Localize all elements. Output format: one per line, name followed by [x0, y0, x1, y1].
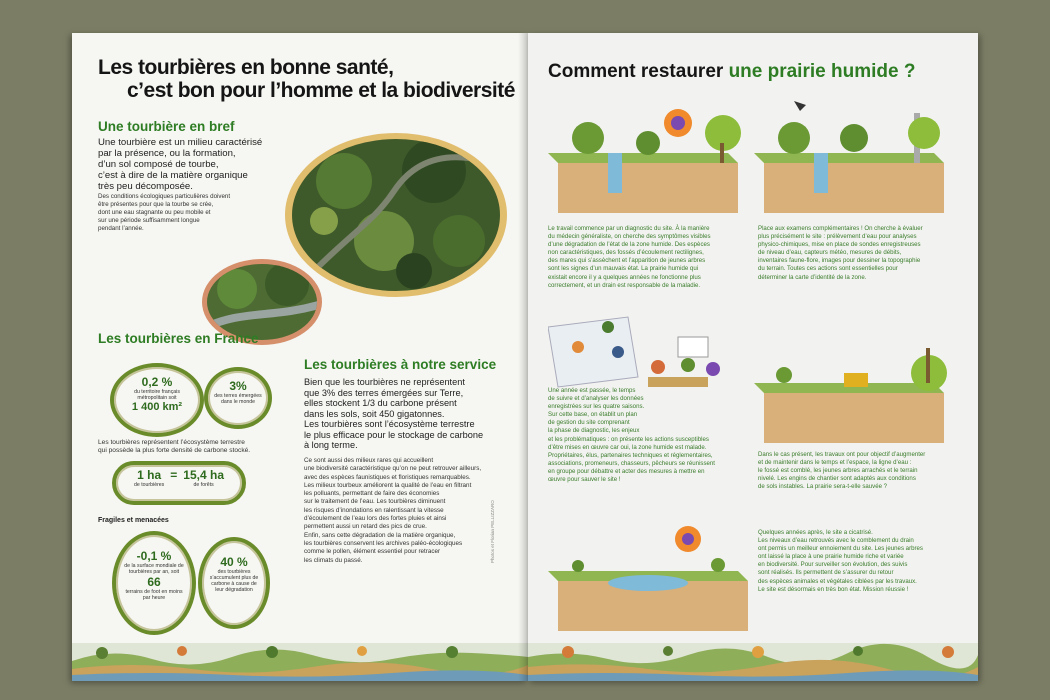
step2-line: physico-chimiques, mise en place de sondes enregistreuses [758, 241, 921, 249]
step4-line: et de maintenir dans le temps et l’espace, la ligne d’eau : [758, 459, 912, 467]
step1-diagnostic-illustration [548, 93, 748, 223]
service-line: que 3% des terres émergées sur Terre, [304, 387, 464, 398]
service-line: Bien que les tourbières ne représentent [304, 377, 465, 387]
brief-small-line: pendant l’année. [98, 225, 144, 232]
brief-small-text [98, 193, 230, 233]
brief-line: très peu décomposée. [98, 181, 193, 192]
step3-line: d’être mises en œuvre car oui, la zone humide est malade. [548, 443, 707, 451]
step3-line: Une année est passée, le temps [548, 387, 636, 394]
step5-restored-illustration [548, 521, 758, 641]
right-page-title [548, 61, 915, 83]
step4-works-illustration [754, 343, 954, 453]
stat-loss-caption: de la surface mondiale de tourbières par an, soit [124, 563, 184, 575]
service-line: le plus efficace pour le stockage de carbone [304, 429, 484, 440]
eq-sign: = [170, 468, 178, 482]
step5-text [758, 529, 923, 594]
ecosystem-line: Les tourbières représentent l’écosystème terrestre [98, 439, 245, 446]
stat-territory-value: 0,2 % [141, 375, 173, 389]
service-small-line: d’écoulement de l’eau lors des fortes pluies et ainsi [304, 515, 447, 523]
step4-line: de sols instables. La prairie sera-t-elle sauvée ? [758, 483, 888, 491]
france-heading: Les tourbières en France [98, 331, 259, 346]
eq-left-value: 1 ha [137, 468, 162, 482]
stat-loss-badge [112, 531, 196, 635]
step3-line: la phase de diagnostic, les enjeux [548, 427, 640, 435]
ecosystem-line: qui possède la plus forte densité de carbone stocké. [98, 447, 251, 454]
brief-line: c’est à dire de la matière organique [98, 170, 248, 181]
stat-carbon-badge [198, 537, 270, 629]
step2-line: du terrain. Toutes ces actions sont essentielles pour [758, 265, 898, 273]
page-title-line1: Les tourbières en bonne santé, [98, 56, 394, 79]
service-small-line: avec des espèces faunistiques et floristiques remarquables. [304, 473, 471, 481]
service-heading: Les tourbières à notre service [304, 357, 497, 372]
step1-line: non caractéristiques, des fossés d’écoulement rectilignes, [548, 249, 704, 257]
stat-territory-badge [110, 363, 204, 437]
threats-heading: Fragiles et menacées [98, 517, 169, 524]
equivalence-badge [112, 461, 246, 505]
title-plain: Comment restaurer [548, 61, 729, 82]
service-line: dans les sols, soit 450 gigatonnes. [304, 408, 445, 419]
step2-examination-illustration [754, 93, 954, 223]
eq-right-caption: de forêts [193, 482, 214, 488]
step5-line: sont réalisés. Ils permettent de s’assurer du retour [758, 569, 894, 577]
step1-line: d’une dégradation de l’état de la zone humide. Des espèces [548, 241, 710, 249]
brief-heading: Une tourbière en bref [98, 119, 235, 134]
service-small-line: sur le traitement de l’eau. Les tourbières diminuent [304, 498, 446, 506]
step5-line: Les niveaux d’eau retrouvés avec le comblement du drain [758, 537, 914, 545]
page-title-line2: c’est bon pour l’homme et la biodiversité [127, 79, 515, 102]
right-page [528, 33, 978, 681]
service-small-line: les risques d’inondations en ralentissant la vitesse [304, 506, 444, 514]
service-small-line: Les milieux tourbeux améliorent la qualité de l’eau en filtrant [304, 481, 472, 489]
service-small-line: Ce sont aussi des milieux rares qui accueillent [304, 457, 434, 464]
step2-line: plus précisément le site : prélèvement d’eau pour analyses [758, 233, 917, 241]
step1-line: Le travail commence par un diagnostic du site. À la manière [548, 225, 710, 232]
brief-small-line: être présentes pour que la tourbe se crée, [98, 201, 214, 208]
step5-line: Le site est désormais en très bon état. Mission réussie ! [758, 585, 909, 593]
service-line: elles stockent 1/3 du carbone présent [304, 398, 457, 408]
step5-line: Quelques années après, le site a cicatrisé. [758, 529, 873, 536]
landscape-footer-illustration-right [528, 643, 978, 681]
landscape-footer-illustration [72, 643, 528, 681]
service-line: à long terme. [304, 440, 358, 450]
step3-line: de suivre et d’analyser les données [548, 395, 644, 403]
step1-line: correctement, et un drain est responsable de la maladie. [548, 281, 701, 289]
step5-line: ont laissé la place à une prairie humide riche et variée [758, 553, 904, 561]
stat-loss-value: -0,1 % [136, 549, 172, 563]
left-page [72, 33, 528, 681]
stat-carbon-value: 40 % [220, 555, 248, 569]
service-small-line: une biodiversité caractéristique qu’on ne peut retrouver ailleurs, [304, 465, 482, 473]
service-small-line: les polluants, permettant de faire des économies [304, 490, 440, 498]
step3-line: et les problématiques : on présente les actions susceptibles [548, 435, 709, 443]
step5-line: en biodiversité. Pour surveiller son évolution, des suivis [758, 561, 908, 569]
brief-line: Une tourbière est un milieu caractérisé [98, 137, 263, 148]
step2-line: Place aux examens complémentaires ! On cherche à évaluer [758, 225, 923, 232]
service-small-line: Enfin, sans cette dégradation de la matière organique, [304, 531, 456, 539]
step4-line: le fossé est comblé, les jeunes arbres arrachés et le terrain [758, 467, 918, 475]
step3-line: Propriétaires, élus, partenaires techniques et réglementaires, [548, 451, 713, 459]
service-text [304, 377, 483, 451]
step1-line: des mares qui s’assèchent et l’apparition de jeunes arbres [548, 257, 706, 265]
stat-world-value: 3% [229, 379, 247, 393]
eq-left-caption: de tourbières [134, 482, 165, 488]
service-small-line: comme le pollen, élément essentiel pour retracer [304, 548, 441, 556]
step3-line: enregistrées sur les quatre saisons. [548, 403, 645, 411]
step5-line: ont permis un meilleur ennoiement du site. Les jeunes arbres [758, 545, 923, 553]
service-small-line: permettent aussi un retard des pics de crue. [304, 523, 427, 531]
step4-line: Dans le cas présent, les travaux ont pour objectif d’augmenter [758, 451, 926, 458]
step3-text [548, 387, 715, 484]
service-small-line: les tourbières conservent les archives paléo-écologiques [304, 539, 463, 547]
service-small-text [304, 457, 481, 565]
step2-line: de niveau d’eau, capteurs météo, mesures de débits, [758, 249, 902, 257]
stat-world-caption: des terres émergées dans le monde [214, 393, 262, 405]
brief-text [98, 137, 262, 192]
brief-small-line: Des conditions écologiques particulières doivent [98, 193, 231, 200]
step2-line: inventaires faune-flore, images pour dessiner la topographie [758, 257, 921, 265]
step3-line: Sur cette base, on établit un plan [548, 411, 638, 419]
brief-line: par la présence, ou la formation, [98, 148, 236, 159]
service-small-line: les climats du passé. [304, 556, 363, 564]
step3-line: de gestion du site comprenant [548, 419, 630, 427]
ecosystem-text [98, 439, 250, 455]
step1-text [548, 225, 711, 290]
step3-line: en groupe pour débattre et acter des mesures à mettre en [548, 467, 705, 475]
step1-line: existait encore il y a quelques années ne fonctionne plus [548, 273, 701, 281]
stat-world-badge [204, 367, 272, 429]
stat-territory-area: 1 400 km² [131, 401, 183, 413]
step4-text [758, 451, 925, 491]
step3-line: œuvre pour sauver le site ! [548, 476, 621, 484]
step4-line: nivelé. Les engins de chantier sont adaptés aux conditions [758, 475, 916, 483]
eq-right-value: 15,4 ha [183, 468, 224, 482]
stat-territory-caption: du territoire français métropolitain soit [134, 389, 180, 401]
service-line: Les tourbières sont l’écosystème terrestre [304, 419, 475, 429]
brief-small-line: dont une eau stagnante ou peu mobile et [98, 209, 211, 216]
step2-line: déterminer la carte d’identité de la zone. [758, 273, 867, 281]
brief-line: d’un sol composé de tourbe, [98, 159, 219, 170]
photo-credit: Photos et Florian PELLIZZARO [490, 500, 495, 563]
step1-line: du médecin généraliste, on cherche des symptômes visibles [548, 233, 711, 241]
stat-loss-count: 66 [147, 575, 161, 589]
brief-small-line: sur une période suffisamment longue [98, 217, 200, 224]
step1-line: sont les signes d’un mauvais état. La prairie humide qui [548, 265, 699, 273]
stat-carbon-caption: des tourbières s’accumulent plus de carbone à cause de leur dégradation [209, 569, 259, 593]
stat-loss-count-caption: terrains de foot en moins par heure [125, 589, 183, 601]
step2-text [758, 225, 923, 282]
step3-line: associations, promeneurs, chasseurs, pêcheurs se réunissent [548, 459, 715, 467]
title-bold: une prairie humide ? [728, 61, 916, 82]
step5-line: des espèces animales et végétales ciblées par les travaux. [758, 577, 917, 585]
